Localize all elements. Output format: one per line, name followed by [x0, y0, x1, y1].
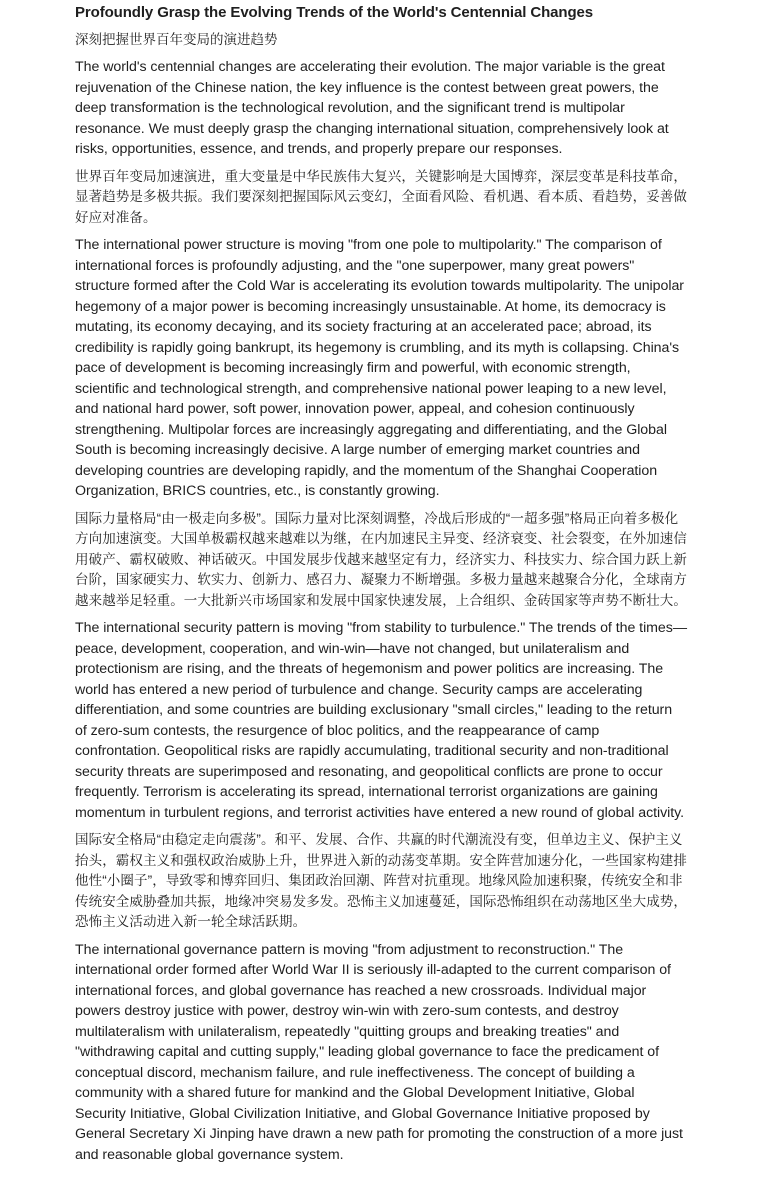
paragraph-zh-security-pattern: 国际安全格局“由稳定走向震荡”。和平、发展、合作、共赢的时代潮流没有变，但单边主义、保护主义抬头，霸权主义和强权政治威胁上升，世界进入新的动荡变革期。安全阵营加速分化，一些国家构建排他性“小圈子”，导致零和博弈回归、集团政治回潮、阵营对抗重现。地缘风险加速积聚，传统安全和非传统安全威胁叠加共振，地缘冲突易发多发。恐怖主义加速蔓延，国际恐怖组织在动荡地区坐大成势，恐怖主义活动进入新一轮全球活跃期。 [75, 832, 687, 929]
paragraph-zh-power-structure: 国际力量格局“由一极走向多极”。国际力量对比深刻调整，冷战后形成的“一超多强”格局正向着多极化方向加速演变。大国单极霸权越来越难以为继，在内加速民主异变、经济衰变、社会裂变，在外加速信用破产、霸权破败、神话破灭。中国发展步伐越来越坚定有力，经济实力、科技实力、综合国力跃上新台阶，国家硬实力、软实力、创新力、感召力、凝聚力不断增强。多极力量越来越聚合分化，全球南方越来越举足轻重。一大批新兴市场国家和发展中国家快速发展，上合组织、金砖国家等声势不断壮大。 [75, 510, 687, 608]
paragraph-en-governance-pattern: The international governance pattern is moving "from adjustment to reconstruction." The international order formed after World War II is seriously ill-adapted to the current comparison of international forces, and global governance has reached a new crossroads. Individual major powers destroy justice with power, destroy win-win with zero-sum contests, and destroy multilateralism with unilateralism, repeatedly "quitting groups and breaking treaties" and "withdrawing capital and cutting supply," leading global governance to face the predicament of conceptual discord, mechanism failure, and rule ineffectiveness. The concept of building a community with a shared future for mankind and the Global Development Initiative, Global Security Initiative, Global Civilization Initiative, and Global Governance Initiative proposed by General Secretary Xi Jinping have drawn a new path for promoting the construction of a more just and reasonable global governance system. [75, 941, 683, 1163]
paragraph-en-intro: The world's centennial changes are accelerating their evolution. The major variable is the great rejuvenation of the Chinese nation, the key influence is the contest between great powers, the deep transformation is the technological revolution, and the significant trend is multipolar resonance. We must deeply grasp the changing international situation, comprehensively look at risks, opportunities, essence, and trends, and properly prepare our responses. [75, 59, 669, 157]
paragraph-zh-intro: 世界百年变局加速演进，重大变量是中华民族伟大复兴，关键影响是大国博弈，深层变革是科技革命，显著趋势是多极共振。我们要深刻把握国际风云变幻，全面看风险、看机遇、看本质、看趋势，妥善做好应对准备。 [75, 168, 687, 225]
paragraph-en-security-pattern: The international security pattern is moving "from stability to turbulence." The trends of the times—peace, development, cooperation, and win-win—have not changed, but unilateralism and protectionism are rising, and the threats of hegemonism and power politics are increasing. The world has entered a new period of turbulence and change. Security camps are accelerating differentiation, and some countries are building exclusionary "small circles," leading to the return of zero-sum contests, the resurgence of bloc politics, and the reappearance of camp confrontation. Geopolitical risks are rapidly accumulating, traditional security and non-traditional security threats are superimposed and resonating, and geopolitical conflicts are prone to occur frequently. Terrorism is accelerating its spread, international terrorist organizations are gaining momentum in turbulent regions, and terrorist activities have entered a new round of global activity. [75, 620, 687, 821]
paragraph-en-power-structure: The international power structure is moving "from one pole to multipolarity." The comparison of international forces is profoundly adjusting, and the "one superpower, many great powers" structure formed after the Cold War is accelerating its evolution towards multipolarity. The unipolar hegemony of a major power is becoming increasingly unsustainable. At home, its democracy is mutating, its economy decaying, and its society fracturing at an accelerated pace; abroad, its credibility is rapidly going bankrupt, its hegemony is crumbling, and its myth is collapsing. China's pace of development is becoming increasingly firm and powerful, with economic strength, scientific and technological strength, and comprehensive national power leaping to a new level, and national hard power, soft power, innovation power, appeal, and cohesion continuously strengthening. Multipolar forces are increasingly aggregating and differentiating, and the Global South is becoming increasingly decisive. A large number of emerging market countries and developing countries are developing rapidly, and the momentum of the Shanghai Cooperation Organization, BRICS countries, etc., is constantly growing. [75, 237, 684, 499]
article-title: Profoundly Grasp the Evolving Trends of the World's Centennial Changes [75, 4, 594, 21]
article-subtitle-zh: 深刻把握世界百年变局的演进趋势 [75, 32, 278, 47]
